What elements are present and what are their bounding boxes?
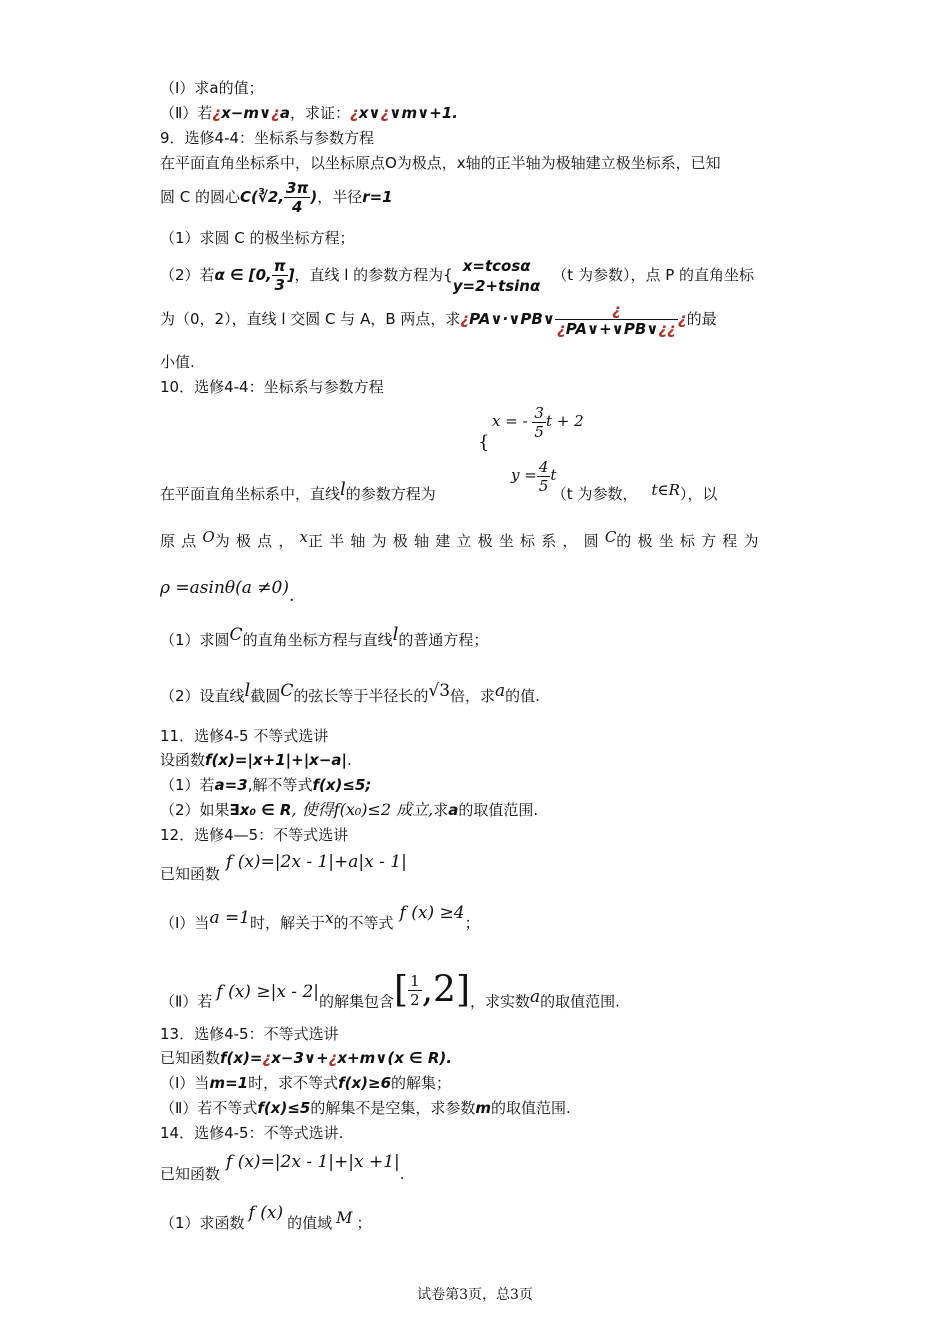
- q11-part2: [160, 800, 538, 820]
- q10-eq2-post: t: [550, 466, 557, 484]
- q10-l1-a: 在平面直角坐标系中，直线: [160, 485, 341, 503]
- q13-l1-c: ¿: [328, 1049, 338, 1067]
- q9-p2-post: （t 为参数），点 P 的直角坐标: [552, 266, 755, 284]
- q13-p2-mid: 的解集不是空集，求参数: [310, 1099, 476, 1117]
- q9-center-frac: $\frac{3\pi}{4}$: [286, 179, 309, 216]
- q10-part2: [160, 680, 540, 706]
- q13-title: 13．选修4-5：不等式选讲: [160, 1025, 339, 1043]
- q13-p1-m: m=1: [209, 1074, 249, 1092]
- q11-p2-a: a: [448, 801, 459, 819]
- q10-title: 10．选修4-4：坐标系与参数方程: [160, 378, 384, 396]
- q13-part1: [160, 1073, 451, 1093]
- q9-line2: [160, 179, 393, 216]
- q11-p1-end: ;: [365, 776, 372, 794]
- q9-p3-post: 的最: [686, 310, 717, 328]
- q8-ii-mid: ，求证：: [289, 104, 350, 122]
- q10-l1-mid: 的参数方程为: [345, 485, 436, 503]
- q9-radius: r=1: [362, 188, 393, 206]
- q9-param-eq2: y=2+tsinα: [452, 276, 541, 295]
- q10-rho-dot: .: [289, 586, 295, 606]
- q10-p2-d: 倍，求: [450, 687, 496, 705]
- q10-p2-C: C: [280, 681, 294, 701]
- q13-p1-pre: （Ⅰ）当: [160, 1074, 210, 1092]
- q13-l1-f: f(x)=: [220, 1049, 263, 1067]
- q14-p1-b: 的值域: [287, 1214, 333, 1232]
- q14-p1-a: （1）求函数: [160, 1214, 245, 1232]
- q12-int-l: [: [394, 969, 409, 1011]
- q12-p1-a: （Ⅰ）当: [160, 914, 210, 932]
- q9-l2-post: ，半径: [317, 188, 363, 206]
- q13-l1-d: x+m∨(x ∈ R).: [337, 1049, 452, 1067]
- q10-eq1: [492, 398, 584, 444]
- q10-rho: ρ =asinθ(a ≠0): [160, 578, 289, 598]
- q9-p2-pre: （2）若: [160, 266, 215, 284]
- q10-p2-sqrt: √3: [428, 681, 451, 701]
- q8-ii-math2: ¿x∨¿∨m∨+1.: [350, 104, 458, 122]
- q11-p2-it: , 使得f(x₀)≤2 成立,: [291, 800, 434, 819]
- q12-title: 12．选修4—5：不等式选讲: [160, 826, 349, 844]
- q9-center-close: ): [310, 188, 318, 206]
- q8-ii-lead: （Ⅱ）若: [160, 104, 213, 122]
- q12-part2: [160, 969, 620, 1021]
- q10-eq1-pre: x = -: [492, 412, 528, 430]
- q10-eq2-pre: y =: [511, 466, 537, 484]
- q12-l1: 已知函数: [160, 865, 221, 883]
- q12-line1: [160, 852, 407, 884]
- q11-p1-math2: f(x)≤5: [312, 776, 366, 794]
- q10-l2-c: 正半轴为极轴建立极坐标系，圆: [308, 532, 605, 550]
- q10-part1: [160, 624, 489, 650]
- q12-part1: [160, 903, 480, 933]
- q10-eq1-frac: $\frac{3}{5}$: [534, 403, 544, 441]
- q12-f1: f (x)=|2x - 1|+a|x - 1|: [226, 852, 407, 872]
- q11-part1: [160, 775, 371, 795]
- q9-l2-pre: 圆 C 的圆心: [160, 188, 241, 206]
- q10-l1-l: l: [340, 479, 346, 500]
- q11-p2-math: ∃x₀ ∈ R: [229, 801, 292, 819]
- q9-p3-frac: $\frac{¿}{¿PA\vee+\vee PB\vee¿¿}$: [557, 301, 676, 338]
- q14-l1: 已知函数: [160, 1165, 221, 1183]
- q9-p3-m3: ¿: [677, 310, 687, 328]
- q10-line2: [160, 528, 765, 551]
- q10-l2-C: C: [604, 528, 617, 546]
- q12-p1-eq: a =1: [209, 908, 251, 928]
- q10-l2-b: 为极点，: [214, 532, 300, 550]
- q11-title: 11．选修4-5 不等式选讲: [160, 727, 329, 745]
- q10-p2-b: 截圆: [250, 687, 281, 705]
- q12-p2-c: ，求实数: [470, 992, 531, 1011]
- q12-p1-b: 时，解关于: [250, 914, 326, 932]
- q14-p1-M: M: [336, 1208, 353, 1227]
- q13-p2-end: 的取值范围.: [490, 1099, 571, 1117]
- q10-l2-x: x: [299, 528, 308, 546]
- q12-p1-d: ；: [464, 914, 480, 932]
- q11-p1-math: a=3: [214, 776, 248, 794]
- q11-l1-pre: 设函数: [160, 751, 206, 769]
- q9-param-eq1: x=tcosα: [462, 256, 531, 275]
- q10-l1-t: （t 为参数，: [551, 485, 638, 503]
- q14-part1: [160, 1203, 372, 1233]
- q10-eq2-frac: $\frac{4}{5}$: [538, 457, 549, 495]
- q8-part-i: （Ⅰ）求a的值；: [160, 79, 264, 97]
- q10-rho-eq: [160, 578, 295, 606]
- q10-p2-c: 的弦长等于半径长的: [293, 687, 429, 705]
- q11-p2-pre: （2）如果: [160, 801, 230, 819]
- q14-title: 14．选修4-5：不等式选讲.: [160, 1124, 344, 1142]
- q9-part2: [160, 253, 754, 297]
- q9-alpha-br: ]: [287, 266, 295, 284]
- q12-p1-c: 的不等式: [333, 914, 394, 932]
- q9-part1: （1）求圆 C 的极坐标方程；: [160, 229, 355, 247]
- q9-p3-m2: PA∨·∨PB∨: [469, 310, 555, 328]
- q12-interval: [394, 969, 471, 1011]
- q10-p1-l: l: [392, 624, 399, 645]
- q12-int-r: ,2]: [421, 969, 471, 1011]
- q10-brace: {: [478, 432, 490, 453]
- q10-l2-d: 的极坐标方程为: [616, 532, 765, 550]
- q9-title: 9．选修4-4：坐标系与参数方程: [160, 129, 375, 147]
- q12-p2-a2: a: [530, 986, 541, 1007]
- q12-p1-x: x: [325, 909, 334, 927]
- q13-p1-mid: 时，求不等式: [248, 1074, 339, 1092]
- q11-p1-mid: ,解不等式: [247, 776, 313, 794]
- q9-p3-pre: 为（0，2），直线 l 交圆 C 与 A，B 两点，求: [160, 310, 461, 328]
- q13-line1: [160, 1048, 452, 1068]
- q9-part4: 小值.: [160, 353, 195, 371]
- q12-p2-f: f (x) ≥|x - 2|: [216, 981, 319, 1002]
- q13-l1-pre: 已知函数: [160, 1049, 221, 1067]
- q14-line1: [160, 1152, 405, 1184]
- q13-l1-a: ¿: [262, 1049, 272, 1067]
- q10-p1-b: 的直角坐标方程与直线: [242, 631, 393, 649]
- q8-part-ii: [160, 103, 458, 123]
- q10-p1-c: 的普通方程；: [398, 631, 489, 649]
- q9-center-root: ∛2,: [257, 188, 285, 206]
- q9-center-c: C(: [240, 188, 258, 206]
- q10-p2-e: 的值.: [505, 687, 540, 705]
- q13-p2-m: m: [475, 1099, 491, 1117]
- q9-p2-mid: ，直线 l 的参数方程为{: [294, 266, 453, 284]
- q9-alpha: α ∈ [0,: [214, 266, 272, 284]
- q10-l1-tr: t∈R: [651, 481, 680, 499]
- q14-f1-dot: .: [399, 1165, 405, 1183]
- q10-p2-a: （2）设直线: [160, 687, 245, 705]
- q14-p1-f: f (x): [248, 1203, 284, 1223]
- q13-p2-pre: （Ⅱ）若不等式: [160, 1099, 258, 1117]
- q9-p3-m1: ¿: [460, 310, 470, 328]
- q12-p2-a: （Ⅱ）若: [160, 992, 213, 1011]
- q11-line1: [160, 750, 352, 770]
- q13-p2-f: f(x)≤5: [257, 1099, 311, 1117]
- q11-p1-pre: （1）若: [160, 776, 215, 794]
- q9-part3: [160, 300, 717, 338]
- q14-p1-c: ；: [356, 1214, 372, 1232]
- q9-line1: 在平面直角坐标系中，以坐标原点O为极点，x轴的正半轴为极轴建立极坐标系，已知: [160, 154, 721, 172]
- q10-p2-l: l: [244, 680, 251, 701]
- q10-p1-C: C: [229, 625, 243, 645]
- q13-p1-f: f(x)≥6: [338, 1074, 392, 1092]
- q10-p2-a2: a: [495, 681, 506, 701]
- q12-p2-b: 的解集包含: [319, 992, 395, 1011]
- q13-l1-b: x−3∨+: [271, 1049, 329, 1067]
- q14-f1: f (x)=|2x - 1|+|x +1|: [226, 1152, 400, 1172]
- q8-ii-math1: ¿x−m∨¿a: [212, 104, 290, 122]
- q11-p2-mid: 求: [433, 801, 449, 819]
- q12-int-frac: $\frac{1}{2}$: [410, 972, 420, 1009]
- q9-param-system: [453, 256, 541, 296]
- q11-l1-end: .: [347, 751, 352, 769]
- q10-eq1-post: t + 2: [545, 412, 584, 430]
- q10-l1-end: ），以: [679, 485, 718, 503]
- q12-p1-f: f (x) ≥4: [399, 903, 465, 923]
- q10-line1: [160, 479, 718, 504]
- q10-p1-a: （1）求圆: [160, 631, 230, 649]
- q9-alpha-frac: $\frac{\pi}{3}$: [273, 257, 286, 294]
- q11-l1-math: f(x)=|x+1|+|x−a|: [205, 751, 348, 769]
- q12-p2-d: 的取值范围.: [540, 992, 620, 1011]
- q13-p1-end: 的解集；: [391, 1074, 452, 1092]
- q10-l2-a: 原点: [160, 532, 203, 550]
- page-footer: 试卷第3页，总3页: [417, 1287, 533, 1303]
- q10-l2-O: O: [202, 528, 215, 546]
- q11-p2-end: 的取值范围.: [458, 801, 539, 819]
- q13-part2: [160, 1098, 571, 1118]
